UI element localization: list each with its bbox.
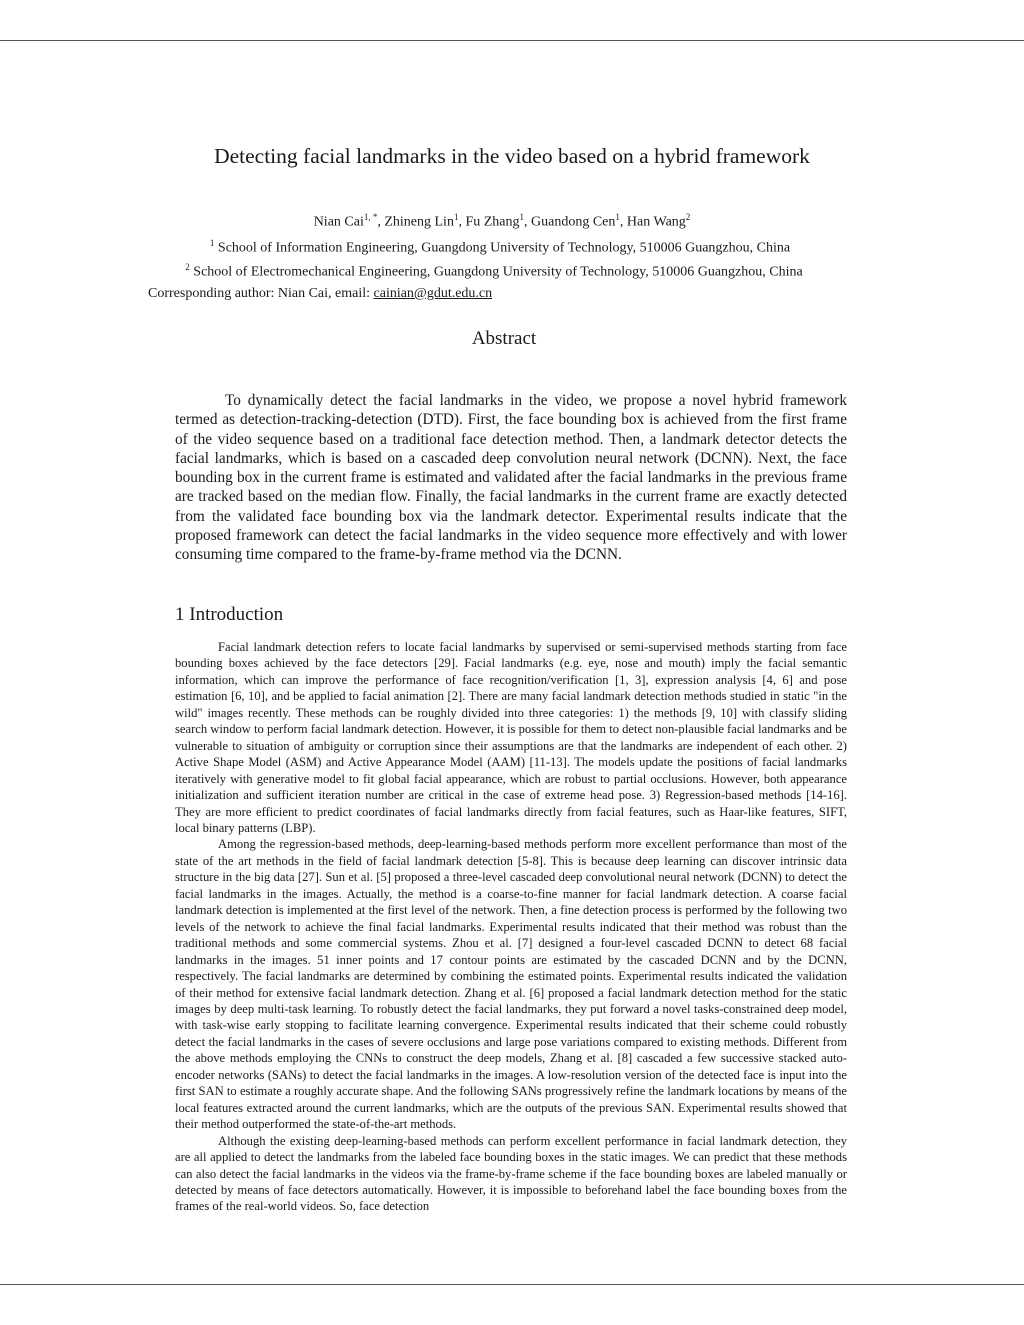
affiliation-mark: 2 [185, 262, 190, 272]
affiliation-text: School of Electromechanical Engineering, Guangdong University of Technology, 510006 Guangzhou, China [189, 264, 803, 280]
introduction-heading: 1 Introduction [175, 604, 284, 625]
author-affiliation-mark: 1, * [363, 212, 378, 222]
author-affiliation-mark: 1 [615, 212, 620, 222]
paper-title: Detecting facial landmarks in the video based on a hybrid framework [214, 144, 810, 168]
affiliation-text: School of Information Engineering, Guangdong University of Technology, 510006 Guangzhou, China [214, 240, 791, 256]
paragraph: Although the existing deep-learning-based methods can perform excellent performance in facial landmark detection, they are all applied to detect the landmarks from the labeled face bounding boxes in the static images. We can predict that these methods can also detect the facial landmarks in the videos via the frame-by-frame scheme if the face bounding boxes are labeled manually or detected by means of face detectors automatically. However, it is impossible to beforehand label the face bounding boxes from the frames of the real-world videos. So, face detection [175, 1133, 847, 1214]
paragraph: Facial landmark detection refers to locate facial landmarks by supervised or semi-supervised methods starting from face bounding boxes achieved by the face detectors [29]. Facial landmarks (e.g. eye, nose and mouth) imply the facial semantic information, which can improve the performance of face recognition/verification [1, 3], expression analysis [4, 6] and pose estimation [6, 10], and be applied to facial animation [2]. There are many facial landmark detection methods studied in static "in the wild" images recently. These methods can be roughly divided into three categories: 1) the methods [9, 10] with classify sliding search window to perform facial landmark detection. However, it is possible for them to detect non-plausible facial landmarks and be vulnerable to situation of ambiguity or corruption since their assumptions are that the landmarks are independent of each other. 2) Active Shape Model (ASM) and Active Appearance Model (AAM) [11-13]. The models update the positions of facial landmarks iteratively with generative model to fit global facial appearance, which are robust to partial occlusions. However, both appearance initialization and sufficient iteration number are critical in the case of extreme head pose. 3) Regression-based methods [14-16]. They are more efficient to predict coordinates of facial landmarks directly from facial features, such as Haar-like features, SIFT, local binary patterns (LBP). [175, 640, 847, 835]
affiliation-1 [0, 238, 1000, 257]
author: Zhineng Lin [384, 214, 454, 230]
author: Han Wang [626, 214, 686, 230]
corresponding-prefix: Corresponding author: Nian Cai, email: [148, 286, 374, 301]
corresponding-author [148, 286, 492, 302]
email-link[interactable]: cainian@gdut.edu.cn [373, 286, 493, 301]
abstract-text: To dynamically detect the facial landmarks in the video, we propose a novel hybrid framework termed as detection-tracking-detection (DTD). First, the face bounding box is achieved from the first frame of the video sequence based on a traditional face detection method. Then, a landmark detector detects the facial landmarks, which is based on a cascaded deep convolution neural network (DCNN). Next, the face bounding box in the current frame is estimated and validated after the facial landmarks in the previous frame are tracked based on the median flow. Finally, the facial landmarks in the current frame are exactly detected from the validated face bounding box via the landmark detector. Experimental results indicate that the proposed framework can detect the facial landmarks in the video sequence more effectively and with lower consuming time compared to the frame-by-frame method via the DCNN. [175, 392, 847, 564]
author: Nian Cai [313, 214, 364, 230]
author: Guandong Cen [531, 214, 616, 230]
author-affiliation-mark: 1 [519, 212, 525, 222]
author: Fu Zhang [465, 214, 520, 230]
paragraph: Among the regression-based methods, deep-learning-based methods perform more excellent performance than most of the state of the art methods in the field of facial landmark detection [5-8]. This is because deep learning can discover intrinsic data structure in the big data [27]. Sun et al. [5] proposed a three-level cascaded deep convolutional neural network (DCNN) to detect the facial landmarks in the images. Actually, the method is a coarse-to-fine manner for facial landmark detection. A coarse facial landmark detection is implemented at the first level of the network. Then, a fine detection process is performed by the following two levels of the network to achieve the final facial landmarks. Experimental results indicated that their method was robust than the traditional methods and some commercial systems. Zhou et al. [7] designed a four-level cascaded DCNN to detect 68 facial landmarks in the images. 51 inner points and 17 contour points are estimated by the cascaded DCNN and by the DCNN, respectively. The facial landmarks are determined by combining the estimated points. Experimental results indicated the validation of their method for extensive facial landmark detection. Zhang et al. [6] proposed a facial landmark detection method for the static images by deep multi-task learning. To robustly detect the facial landmarks, they put forward a novel tasks-constrained deep model, with task-wise early stopping to facilitate learning convergence. Experimental results indicated that their scheme could robustly detect the facial landmarks in the cases of severe occlusions and large pose variations compared to existing methods. Different from the above methods employing the CNNs to construct the deep models, Zhang et al. [8] cascaded a few successive stacked auto-encoder networks (SANs) to detect the facial landmarks in the images. A low-resolution version of the detected face is input into the first SAN to estimate a roughly accurate shape. And the following SANs progressively refine the landmark locations by means of the local features extracted around the current landmarks, which are the outputs of the previous SAN. Experimental results showed that their method outperformed the state-of-the-art methods. [175, 837, 847, 1132]
affiliation-mark: 1 [209, 238, 215, 248]
abstract-heading: Abstract [471, 328, 537, 349]
bottom-rule [0, 1284, 1024, 1285]
author-affiliation-mark: 2 [685, 212, 691, 222]
introduction-body [175, 639, 847, 1215]
affiliation-2 [0, 262, 994, 281]
author-list: Nian Cai$^{1, *}$, Zhineng Lin$^1$, Fu Zhang$^1$, Guandong Cen$^1$, Han Wang$^2$ [313, 212, 691, 230]
top-rule [0, 40, 1024, 41]
author-affiliation-mark: 1 [453, 212, 459, 222]
